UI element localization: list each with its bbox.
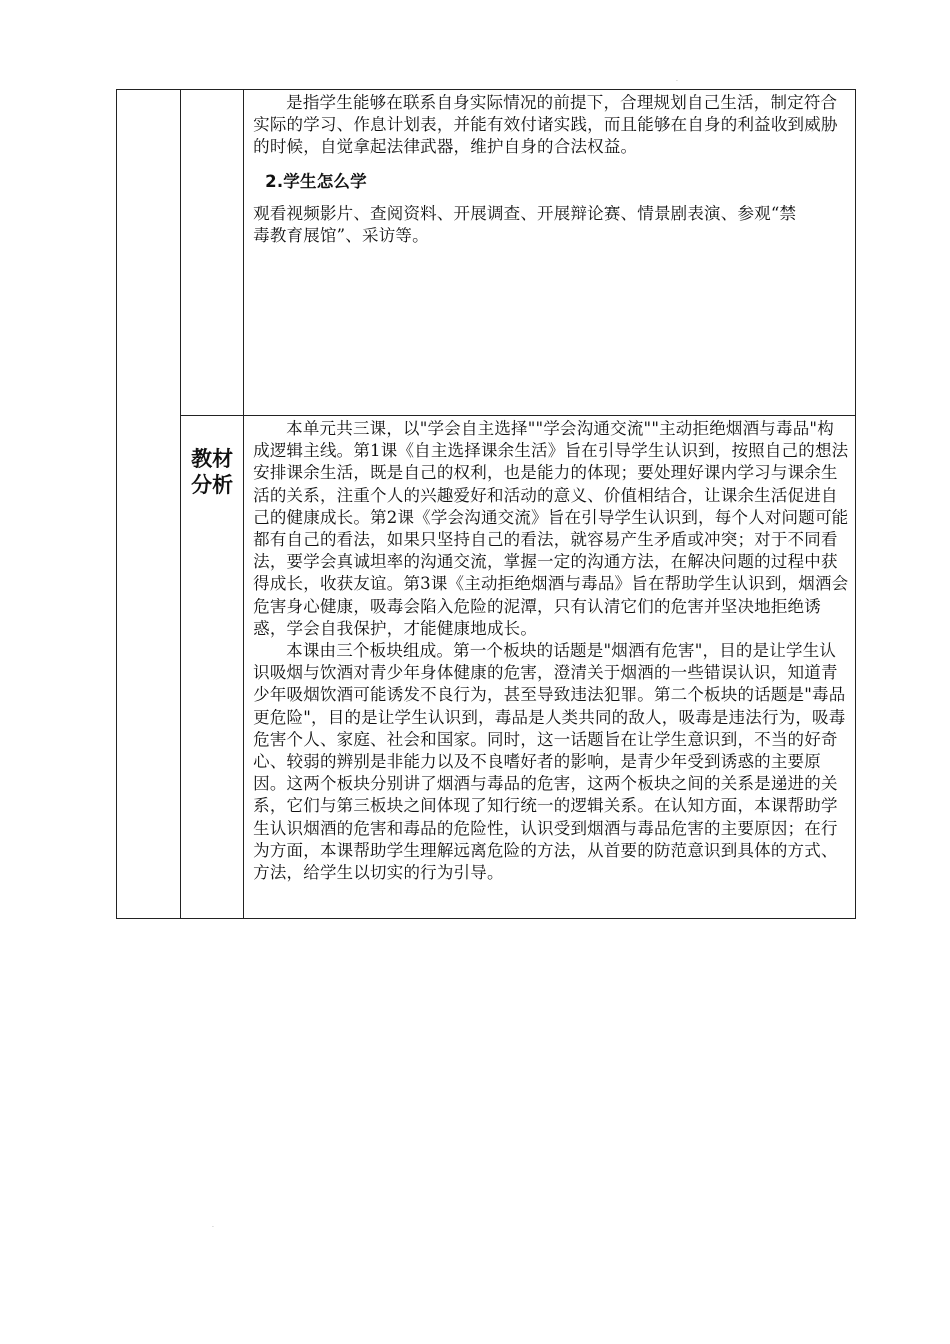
- student-content-cell: [244, 90, 856, 416]
- textbook-analysis-row: [117, 416, 856, 919]
- page-mark-top: .: [676, 76, 678, 83]
- lesson-plan-table: [116, 89, 856, 919]
- learning-methods-line-2: 毒教育展馆”、采访等。: [253, 226, 429, 246]
- outer-label-cell: [117, 90, 181, 919]
- learning-methods-line-1: 观看视频影片、查阅资料、开展调查、开展辩论赛、情景剧表演、参观“禁: [253, 203, 797, 223]
- student-label-cell: [181, 90, 244, 416]
- textbook-analysis-label: 教材分析: [191, 447, 234, 497]
- textbook-analysis-label-cell: [181, 416, 244, 919]
- unit-overview-paragraph: 本单元共三课，以"学会自主选择""学会沟通交流""主动拒绝烟酒与毒品"构成逻辑主线。第1课《自主选择课余生活》旨在引导学生认识到，按照自己的想法安排课余生活，既是自己的权利，也是能力的体现；要处理好课内学习与课余生活的关系，注重个人的兴趣爱好和活动的意义、价值相结合，让课余生活促进自己的健康成长。第2课《学会沟通交流》旨在引导学生认识到，每个人对问题可能都有自己的看法，如果只坚持自己的看法，就容易产生矛盾或冲突；对于不同看法，要学会真诚坦率的沟通交流，掌握一定的沟通方法，在解决问题的过程中获得成长，收获友谊。第3课《主动拒绝烟酒与毒品》旨在帮助学生认识到，烟酒会危害身心健康，吸毒会陷入危险的泥潭，只有认清它们的危害并坚决地拒绝诱惑，学会自我保护，才能健康地成长。: [253, 419, 849, 638]
- page-mark-bottom: .: [212, 1222, 214, 1229]
- how-students-learn-heading: 2.学生怎么学: [265, 171, 367, 191]
- student-intro-paragraph: 是指学生能够在联系自身实际情况的前提下，合理规划自己生活，制定符合实际的学习、作息计划表，并能有效付诸实践，而且能够在自身的利益收到威胁的时候，自觉拿起法律武器，维护自身的合法权益。: [253, 93, 838, 157]
- lesson-structure-paragraph: 本课由三个板块组成。第一个板块的话题是"烟酒有危害"，目的是让学生认识吸烟与饮酒对青少年身体健康的危害，澄清关于烟酒的一些错误认识，知道青少年吸烟饮酒可能诱发不良行为，甚至导致违法犯罪。第二个板块的话题是"毒品更危险"，目的是让学生认识到，毒品是人类共同的敌人，吸毒是违法行为，吸毒危害个人、家庭、社会和国家。同时，这一话题旨在让学生意识到，不当的好奇心、较弱的辨别是非能力以及不良嗜好者的影响，是青少年受到诱惑的主要原因。这两个板块分别讲了烟酒与毒品的危害，这两个板块之间的关系是递进的关系，它们与第三板块之间体现了知行统一的逻辑关系。在认知方面，本课帮助学生认识烟酒的危害和毒品的危险性，认识受到烟酒与毒品危害的主要原因；在行为方面，本课帮助学生理解远离危险的方法，从首要的防范意识到具体的方式、方法，给学生以切实的行为引导。: [253, 641, 846, 883]
- textbook-analysis-content-cell: [244, 416, 856, 919]
- student-learning-row: [117, 90, 856, 416]
